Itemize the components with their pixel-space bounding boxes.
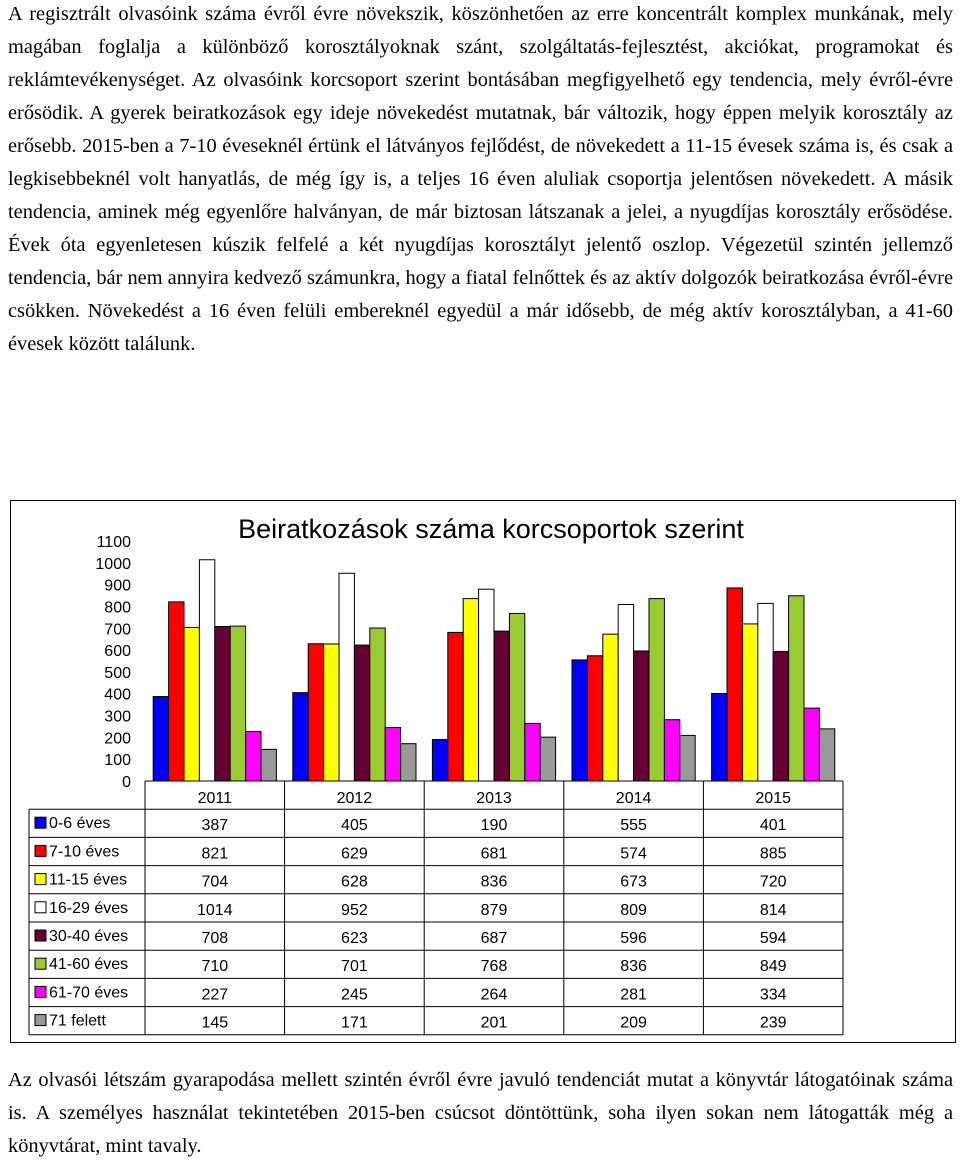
bar-11-15-éves-2013 — [463, 599, 478, 781]
legend-label: 11-15 éves — [49, 871, 127, 889]
bar-7-10-éves-2012 — [308, 644, 323, 781]
bar-11-15-éves-2011 — [184, 627, 199, 781]
y-tick-label: 800 — [104, 599, 131, 617]
data-label: 401 — [759, 817, 787, 835]
data-label: 227 — [201, 986, 229, 1004]
bar-30-40-éves-2013 — [494, 631, 509, 781]
data-label: 594 — [759, 930, 787, 947]
bar-41-60-éves-2011 — [230, 626, 245, 781]
bar-41-60-éves-2015 — [789, 596, 804, 781]
data-label: 814 — [759, 901, 787, 919]
legend-label: 41-60 éves — [49, 956, 129, 974]
data-label: 334 — [759, 986, 787, 1004]
data-label: 596 — [620, 930, 647, 947]
bar-11-15-éves-2015 — [742, 624, 757, 781]
bar-0-6-éves-2014 — [572, 660, 587, 781]
enrollment-chart — [10, 500, 956, 1043]
legend-key-7-10-éves — [35, 845, 46, 856]
x-tick-label: 2011 — [197, 790, 233, 807]
data-label: 708 — [201, 930, 229, 947]
bar-71-felett-2013 — [540, 737, 555, 781]
legend-label: 71 felett — [49, 1012, 106, 1030]
chart-title: Beiratkozások száma korcsoportok szerint — [238, 514, 744, 544]
bar-11-15-éves-2012 — [324, 644, 339, 781]
legend-key-30-40-éves — [35, 930, 46, 941]
legend-label: 16-29 éves — [49, 899, 129, 917]
bar-30-40-éves-2015 — [773, 651, 788, 781]
data-label: 387 — [201, 817, 229, 835]
bar-71-felett-2015 — [819, 729, 834, 781]
data-label: 879 — [480, 901, 508, 919]
bar-0-6-éves-2012 — [293, 693, 308, 781]
bar-61-70-éves-2011 — [246, 731, 261, 781]
legend-key-41-60-éves — [35, 958, 46, 969]
data-label: 623 — [341, 930, 368, 947]
data-label: 704 — [201, 873, 229, 891]
data-label: 629 — [341, 845, 368, 863]
bar-16-29-éves-2012 — [339, 573, 354, 781]
x-tick-label: 2013 — [476, 790, 512, 807]
data-label: 145 — [201, 1014, 229, 1032]
bar-41-60-éves-2012 — [370, 628, 385, 781]
bar-0-6-éves-2011 — [153, 697, 168, 781]
data-label: 836 — [620, 958, 647, 976]
data-label: 720 — [759, 873, 787, 891]
intro-paragraph: A regisztrált olvasóink száma évről évre növekszik, köszönhetően az erre koncentrált komplex munkának, mely magában foglalja a különböző korosztályoknak szánt, szolgáltatás-fejlesztést, akciókat, programokat és reklámtevékenységet. Az olvasóink korcsoport szerint bontásában megfigyelhető egy tendencia, mely évről-évre erősödik. A gyerek beiratkozások egy ideje növekedést mutatnak, bár változik, hogy éppen melyik korosztály az erősebb. 2015-ben a 7-10 éveseknél értünk el látványos fejlődést, de növekedett a 11-15 évesek száma is, és csak a legkisebbeknél volt hanyatlás, de még így is, a teljes 16 éven aluliak csoportja jelentősen növekedett. A másik tendencia, aminek még egyenlőre halványan, de már biztosan látszanak a jelei, a nyugdíjas korosztály erősödése. Évek óta egyenletesen kúszik felfelé a két nyugdíjas korosztályt jelentő oszlop. Végezetül szintén jellemző tendencia, bár nem annyira kedvező számunkra, hogy a fiatal felnőttek és az aktív dolgozók beiratkozása évről-évre csökken. Növekedést a 16 éven felüli embereknél egyedül a már idősebb, de még aktív korosztályban, a 41-60 évesek között találunk. — [8, 3, 953, 355]
data-label: 171 — [341, 1014, 368, 1032]
bar-7-10-éves-2015 — [727, 588, 742, 781]
legend-key-11-15-éves — [35, 874, 46, 885]
bar-61-70-éves-2014 — [664, 720, 679, 781]
data-label: 701 — [341, 958, 368, 976]
data-label: 885 — [759, 845, 787, 863]
legend-label: 0-6 éves — [49, 815, 111, 833]
legend-key-0-6-éves — [35, 817, 46, 828]
data-label: 821 — [201, 845, 229, 863]
bar-30-40-éves-2012 — [354, 645, 369, 781]
y-tick-label: 100 — [104, 752, 131, 770]
data-label: 681 — [480, 845, 508, 863]
bar-30-40-éves-2011 — [215, 627, 230, 781]
bar-71-felett-2012 — [401, 744, 416, 781]
x-tick-label: 2015 — [755, 790, 791, 807]
data-label: 574 — [620, 845, 647, 863]
bar-41-60-éves-2013 — [509, 613, 524, 781]
chart-canvas — [11, 501, 957, 1044]
data-label: 809 — [620, 901, 647, 919]
y-tick-label: 900 — [104, 577, 131, 595]
legend-label: 7-10 éves — [49, 843, 120, 861]
legend-key-71-felett — [35, 1015, 46, 1026]
data-label: 836 — [480, 873, 508, 891]
bar-7-10-éves-2013 — [448, 632, 463, 781]
data-label: 849 — [759, 958, 787, 976]
bar-71-felett-2014 — [680, 735, 695, 781]
data-label: 239 — [759, 1014, 787, 1032]
legend-key-16-29-éves — [35, 902, 46, 913]
y-tick-label: 200 — [104, 730, 131, 748]
y-tick-label: 1000 — [95, 555, 131, 573]
bar-41-60-éves-2014 — [649, 599, 664, 781]
data-label: 628 — [341, 873, 368, 891]
data-label: 209 — [620, 1014, 647, 1032]
bar-0-6-éves-2015 — [712, 694, 727, 781]
data-label: 555 — [620, 817, 647, 835]
outro-paragraph: Az olvasói létszám gyarapodása mellett szintén évről évre javuló tendenciát mutat a könyvtár látogatóinak száma is. A személyes használat tekintetében 2015-ben csúcsot döntöttünk, soha ilyen sokan nem látogatták még a könyvtárat, mint tavaly. — [8, 1069, 953, 1157]
data-label: 264 — [480, 986, 508, 1004]
data-label: 405 — [341, 817, 368, 835]
bar-11-15-éves-2014 — [603, 634, 618, 781]
bar-16-29-éves-2011 — [199, 560, 214, 781]
y-tick-label: 1100 — [96, 534, 131, 551]
bar-0-6-éves-2013 — [432, 740, 447, 781]
data-label: 245 — [341, 986, 368, 1004]
y-tick-label: 500 — [104, 664, 131, 682]
data-label: 190 — [480, 817, 508, 835]
bar-7-10-éves-2011 — [169, 602, 184, 781]
bar-61-70-éves-2013 — [525, 723, 540, 781]
legend-label: 61-70 éves — [49, 984, 129, 1002]
legend-key-61-70-éves — [35, 986, 46, 997]
data-label: 201 — [480, 1014, 508, 1032]
bar-71-felett-2011 — [261, 749, 276, 781]
data-label: 687 — [480, 930, 508, 947]
y-tick-label: 400 — [104, 686, 131, 704]
bar-16-29-éves-2015 — [758, 603, 773, 781]
data-label: 281 — [620, 986, 647, 1004]
data-label: 710 — [201, 958, 229, 976]
y-tick-label: 0 — [122, 774, 131, 791]
bar-61-70-éves-2012 — [385, 728, 400, 781]
x-tick-label: 2014 — [615, 790, 652, 807]
bar-16-29-éves-2014 — [618, 604, 633, 781]
bar-16-29-éves-2013 — [479, 589, 494, 781]
data-label: 1014 — [197, 901, 233, 919]
data-label: 673 — [620, 873, 647, 891]
bar-30-40-éves-2014 — [634, 651, 649, 781]
legend-label: 30-40 éves — [49, 928, 129, 945]
data-label: 952 — [341, 901, 368, 919]
bar-7-10-éves-2014 — [587, 656, 602, 781]
data-label: 768 — [480, 958, 508, 976]
x-tick-label: 2012 — [336, 790, 373, 807]
y-tick-label: 600 — [104, 643, 131, 661]
bar-61-70-éves-2015 — [804, 708, 819, 781]
y-tick-label: 700 — [104, 621, 131, 639]
y-tick-label: 300 — [104, 708, 131, 726]
